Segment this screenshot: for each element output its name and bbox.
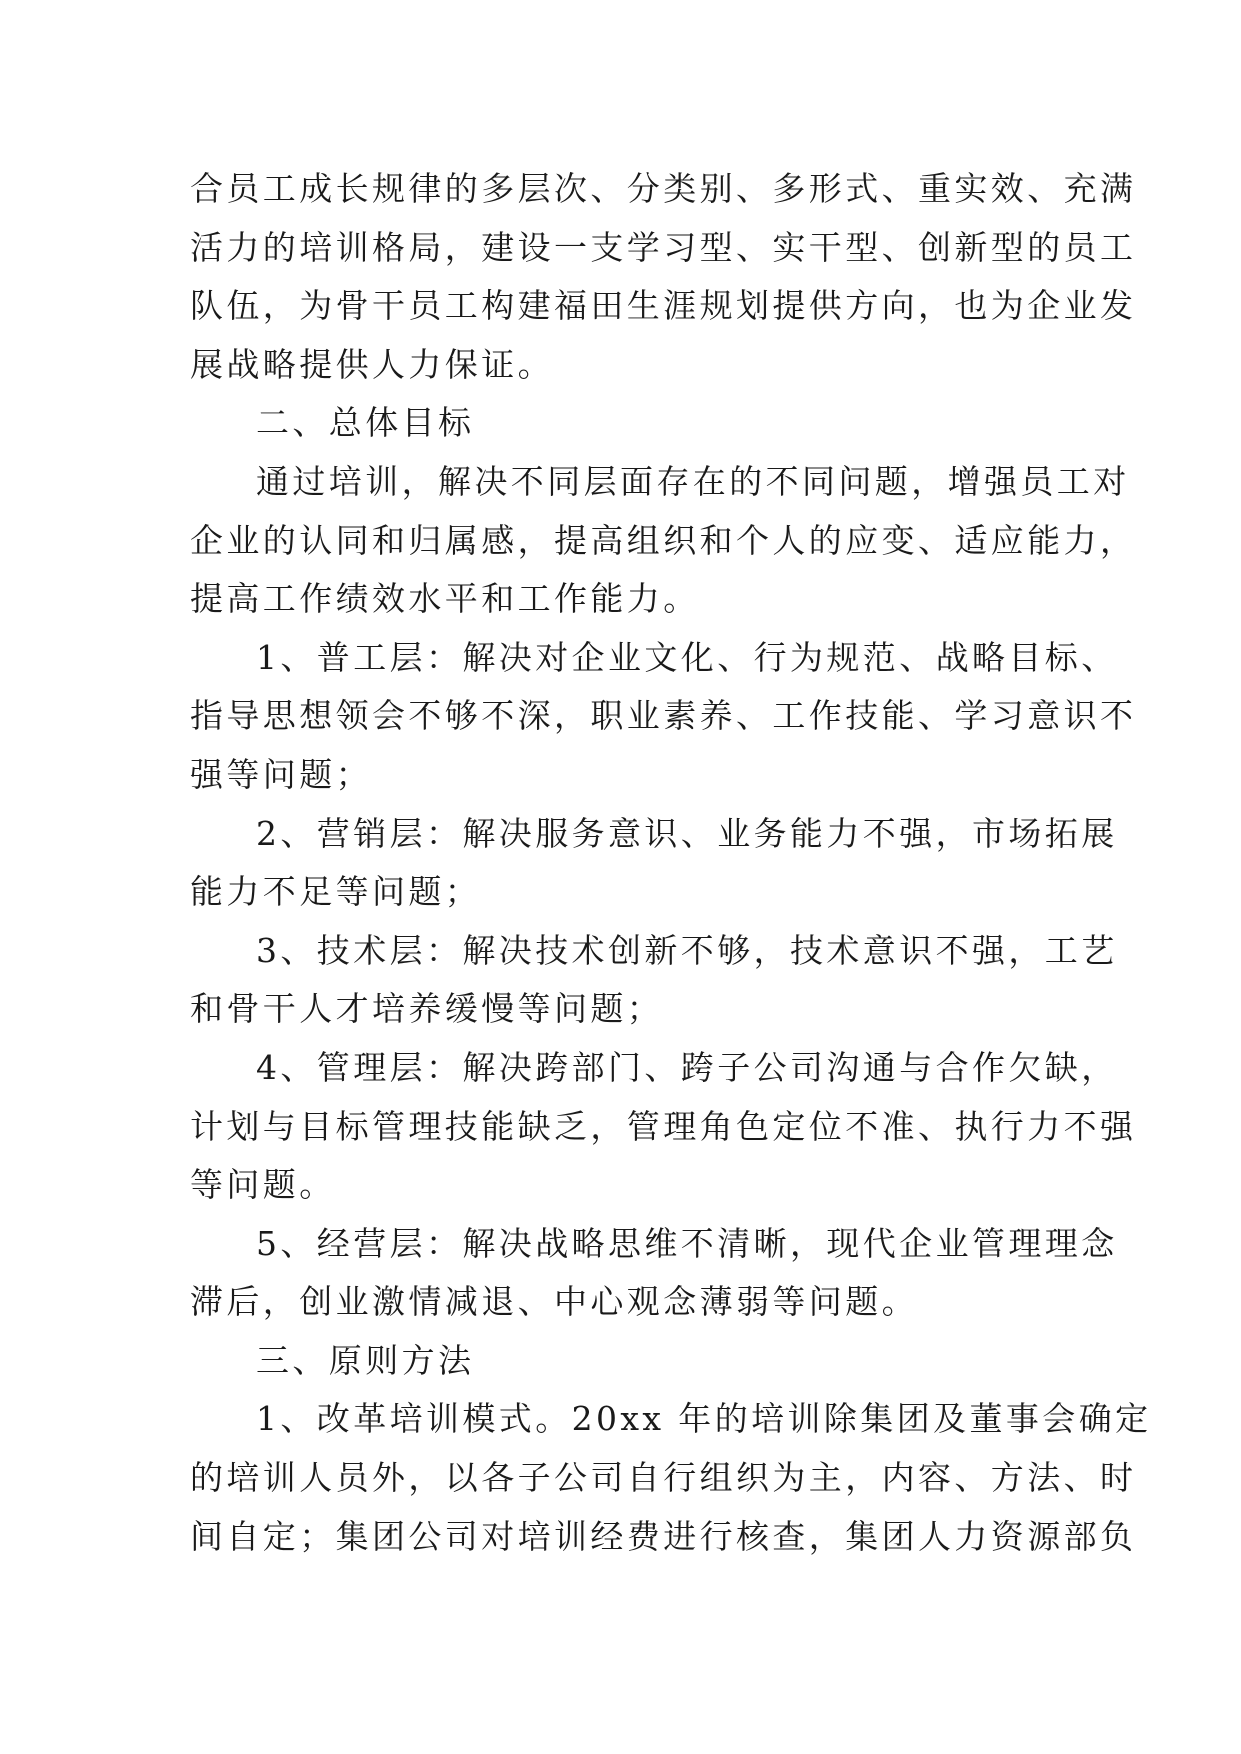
text-line: 企业的认同和归属感，提高组织和个人的应变、适应能力， [190, 520, 1137, 560]
text-line: 3、技术层：解决技术创新不够，技术意识不强，工艺 [256, 930, 1118, 970]
text-line: 的培训人员外，以各子公司自行组织为主，内容、方法、时 [190, 1458, 1137, 1498]
body-paragraph [190, 160, 1137, 394]
text-line: 和骨干人才培养缓慢等问题； [190, 989, 664, 1029]
section-heading [190, 394, 1055, 453]
text-line: 三、原则方法 [256, 1340, 475, 1380]
text-line: 展战略提供人力保证。 [190, 344, 554, 384]
text-line: 间自定；集团公司对培训经费进行核查，集团人力资源部负 [190, 1516, 1137, 1556]
text-line: 指导思想领会不够不深，职业素养、工作技能、学习意识不 [190, 696, 1137, 736]
text-line: 能力不足等问题； [190, 872, 482, 912]
text-line: 计划与目标管理技能缺乏，管理角色定位不准、执行力不强 [190, 1106, 1137, 1146]
section-heading [190, 1332, 1055, 1391]
text-line: 活力的培训格局，建设一支学习型、实干型、创新型的员工 [190, 227, 1137, 267]
text-line: 1、改革培训模式。20xx 年的培训除集团及董事会确定 [256, 1399, 1152, 1439]
text-line: 5、经营层：解决战略思维不清晰，现代企业管理理念 [256, 1223, 1118, 1263]
text-line: 4、管理层：解决跨部门、跨子公司沟通与合作欠缺， [256, 1047, 1118, 1087]
text-line: 二、总体目标 [256, 403, 475, 443]
text-line: 1、普工层：解决对企业文化、行为规范、战略目标、 [256, 637, 1118, 677]
list-item [190, 1039, 1137, 1215]
list-item [190, 629, 1137, 805]
text-line: 提高工作绩效水平和工作能力。 [190, 579, 700, 619]
list-item [190, 805, 1118, 922]
body-paragraph [190, 453, 1137, 629]
document-page [190, 160, 1152, 1566]
text-line: 通过培训，解决不同层面存在的不同问题，增强员工对 [256, 461, 1130, 501]
text-line: 滞后，创业激情减退、中心观念薄弱等问题。 [190, 1282, 918, 1322]
text-line: 2、营销层：解决服务意识、业务能力不强，市场拓展 [256, 813, 1118, 853]
text-line: 强等问题； [190, 754, 372, 794]
text-line: 队伍，为骨干员工构建福田生涯规划提供方向，也为企业发 [190, 286, 1137, 326]
list-item [190, 1215, 1118, 1332]
text-line: 等问题。 [190, 1165, 336, 1205]
text-line: 合员工成长规律的多层次、分类别、多形式、重实效、充满 [190, 169, 1137, 208]
list-item [190, 1390, 1152, 1566]
list-item [190, 922, 1118, 1039]
